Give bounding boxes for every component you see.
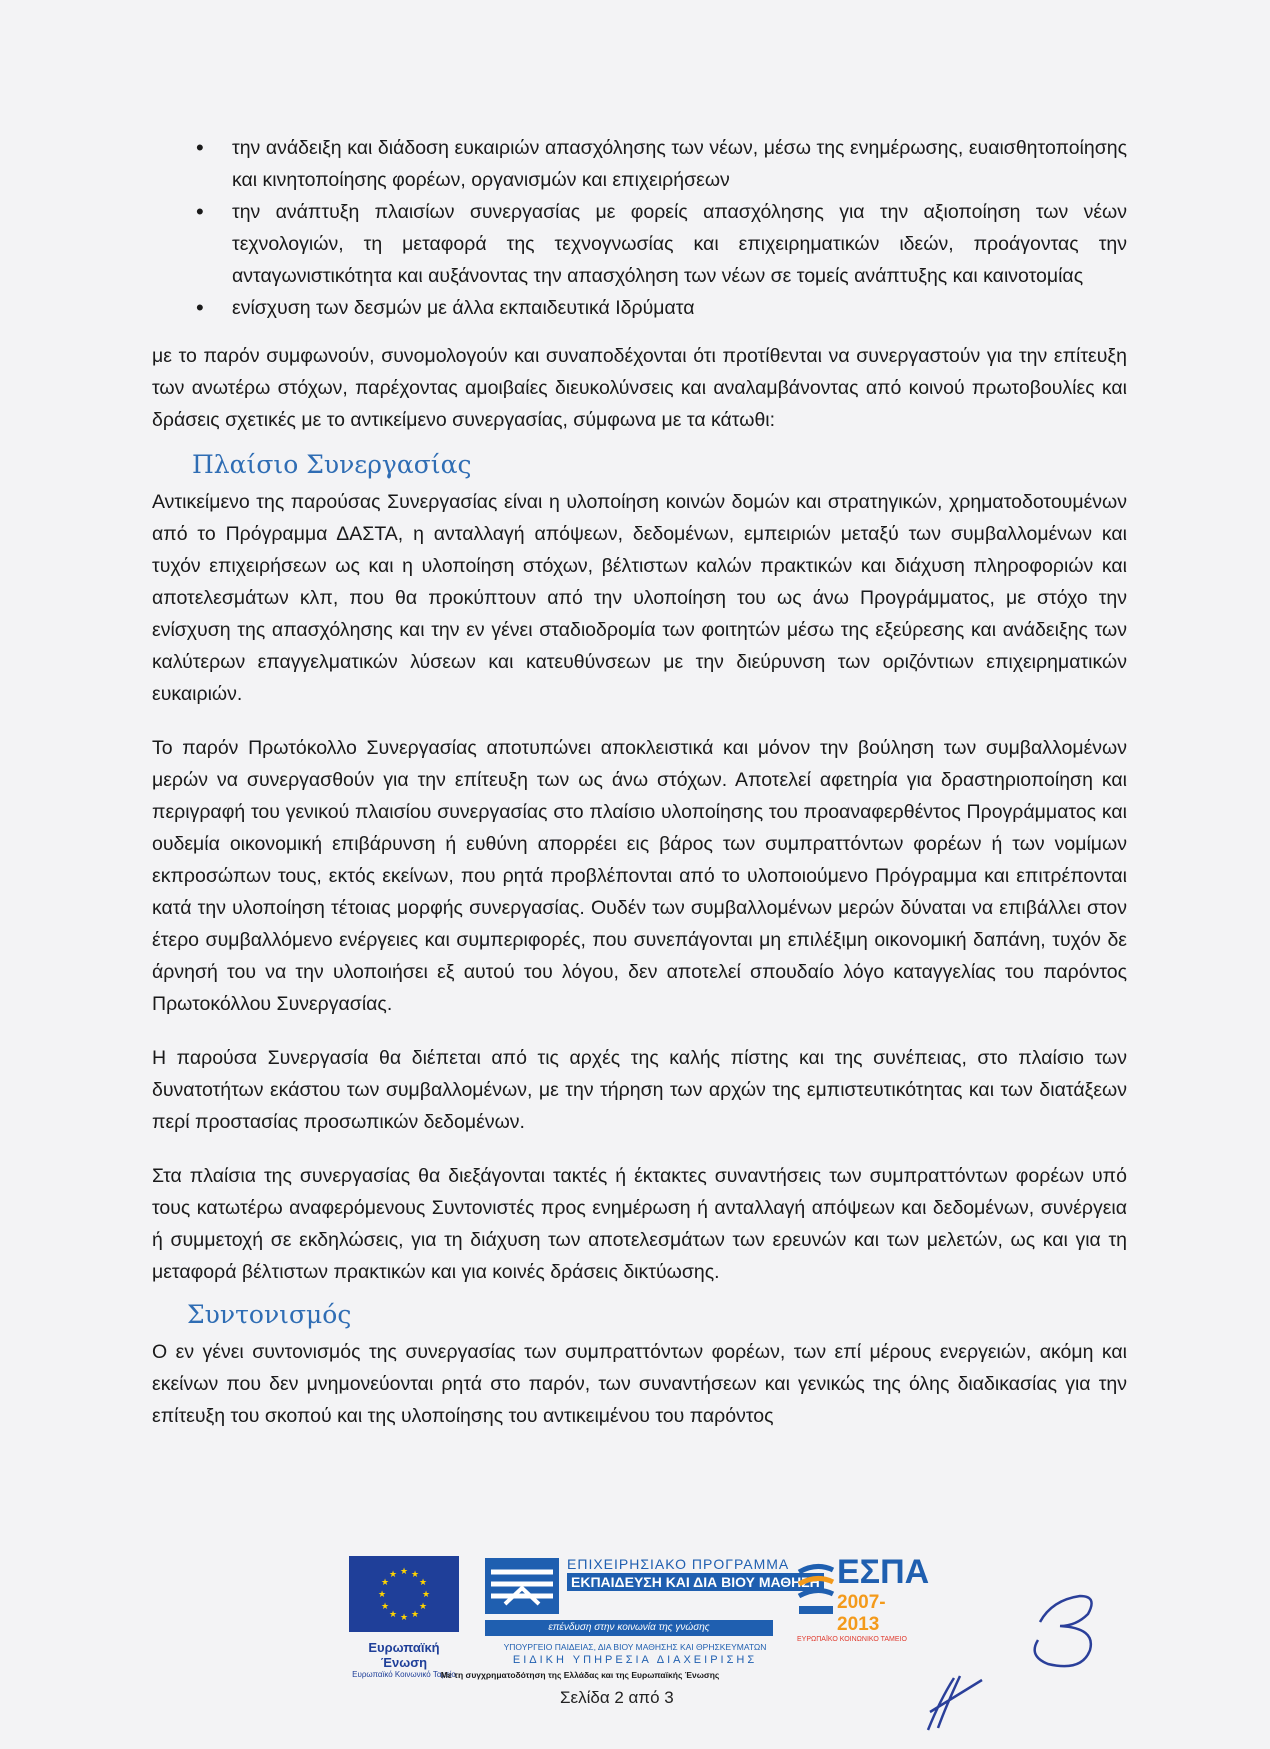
paragraph: Ο εν γένει συντονισμός της συνεργασίας των συμπραττόντων φορέων, των επί μέρους ενεργειών, ακόμη και εκείνων που δεν μνημονεύονται ρητά στο παρόν, των συναντήσεων και γενικώς της όλης διαδικασίας για την επίτευξη του σκοπού και της υλοποίησης του αντικειμένου του παρόντος — [152, 1341, 1127, 1427]
management-service: ΕΙΔΙΚΗ ΥΠΗΡΕΣΙΑ ΔΙΑΧΕΙΡΙΣΗΣ — [512, 1654, 758, 1666]
eu-flag-icon — [349, 1556, 459, 1632]
page-number: Σελίδα 2 από 3 — [560, 1688, 674, 1707]
eu-logo — [345, 1556, 463, 1680]
svg-text:★: ★ — [410, 1610, 420, 1620]
svg-text:★: ★ — [418, 1578, 428, 1588]
paragraph: Η παρούσα Συνεργασία θα διέπεται από τις αρχές της καλής πίστης και της συνέπειας, στο πλαίσιο των δυνατοτήτων εκάστου των συμβαλλομένων, με την τήρηση των αρχών της εμπιστευτικότητας και των διατάξεων περί προστασίας προσωπικών δεδομένων. — [152, 1047, 1127, 1133]
svg-text:★: ★ — [377, 1590, 387, 1600]
eu-name: Ευρωπαϊκή Ένωση — [368, 1640, 440, 1670]
list-item: • την ανάπτυξη πλαισίων συνεργασίας με φορείς απασχόλησης για την αξιοποίηση των νέων τεχνολογιών, τη μεταφορά της τεχνογνωσίας και επιχειρηματικών ιδεών, προάγοντας την ανταγωνιστικότητα και αυξάνοντας την απασχόληση των νέων σε τομείς ανάπτυξης και καινοτομίας — [152, 196, 1127, 292]
intro-paragraph: με το παρόν συμφωνούν, συνομολογούν και συναποδέχονται ότι προτίθενται να συνεργαστούν για την επίτευξη των ανωτέρω στόχων, παρέχοντας αμοιβαίες διευκολύνσεις και αναλαμβάνοντας από κοινού πρωτοβουλίες και δράσεις σχετικές με το αντικείμενο συνεργασίας, σύμφωνα με τα κάτωθι: — [152, 345, 1127, 431]
paragraph: Στα πλαίσια της συνεργασίας θα διεξάγονται τακτές ή έκτακτες συναντήσεις των συμπραττόντων φορέων υπό τους κατωτέρω αναφερόμενους Συντονιστές προς ενημέρωση ή ανταλλαγή απόψεων και δεδομένων, συνέργεια ή συμμετοχή σε εκδηλώσεις, για τη διάχυση των αποτελεσμάτων των ερευνών και των μελετών, ως και για τη μεταφορά βέλτιστων πρακτικών και για κοινές δράσεις δικτύωσης. — [152, 1165, 1127, 1283]
funding-logos — [345, 1552, 930, 1682]
cofinance-note: Με τη συγχρηματοδότηση της Ελλάδας και της Ευρωπαϊκής Ένωσης — [440, 1670, 720, 1680]
program-slogan: επένδυση στην κοινωνία της γνώσης — [485, 1620, 773, 1636]
paragraph: Αντικείμενο της παρούσας Συνεργασίας είναι η υλοποίηση κοινών δομών και στρατηγικών, χρηματοδοτουμένων από το Πρόγραμμα ΔΑΣΤΑ, η ανταλλαγή απόψεων, δεδομένων, εμπειριών μεταξύ των συμβαλλομένων και τυχόν επιχειρήσεων ως και η υλοποίηση στόχων, βέλτιστων καλών πρακτικών και διάχυση πληροφοριών και αποτελεσμάτων κλπ, που θα προκύπτουν από την υλοποίηση του ως άνω Προγράμματος, με στόχο την ενίσχυση της απασχόλησης και την εν γένει σταδιοδρομία των φοιτητών μέσω της εξεύρεσης και ανάδειξης των καλύτερων επαγγελματικών λύσεων και κατευθύνσεων με την διεύρυνση των οριζόντιων επιχειρηματικών ευκαιριών. — [152, 491, 1127, 705]
svg-text:★: ★ — [388, 1610, 398, 1620]
svg-text:★: ★ — [410, 1570, 420, 1580]
document-body — [152, 132, 1127, 1432]
eu-fund-name: Ευρωπαϊκό Κοινωνικό Ταμείο — [352, 1670, 456, 1679]
espa-title: ΕΣΠΑ — [837, 1553, 930, 1591]
program-name: ΕΚΠΑΙΔΕΥΣΗ ΚΑΙ ΔΙΑ ΒΙΟΥ ΜΑΘΗΣΗ — [567, 1573, 824, 1591]
section-heading-coordination: Συντονισμός — [187, 1300, 352, 1329]
objectives-list — [152, 132, 1127, 324]
espa-years: 2007-2013 — [837, 1592, 886, 1635]
espa-fund-name: ΕΥΡΩΠΑΪΚΟ ΚΟΙΝΩΝΙΚΟ ΤΑΜΕΙΟ — [797, 1636, 907, 1643]
svg-text:★: ★ — [399, 1567, 409, 1577]
program-waves-icon — [485, 1558, 559, 1614]
ministry-name: ΥΠΟΥΡΓΕΙΟ ΠΑΙΔΕΙΑΣ, ΔΙΑ ΒΙΟΥ ΜΑΘΗΣΗΣ ΚΑΙ ΘΡΗΣΚΕΥΜΑΤΩΝ — [503, 1642, 767, 1652]
paragraph: Το παρόν Πρωτόκολλο Συνεργασίας αποτυπώνει αποκλειστικά και μόνον την βούληση των συμβαλλομένων μερών να συνεργασθούν για την επίτευξη των ως άνω στόχων. Αποτελεί αφετηρία για δραστηριοποίηση και περιγραφή του γενικού πλαισίου συνεργασίας στο πλαίσιο υλοποίησης του προαναφερθέντος Προγράμματος και ουδεμία οικονομική επιβάρυνση ή ευθύνη απορρέει εις βάρος των συμπραττόντων φορέων ή των νομίμων εκπροσώπων τους, εκτός εκείνων, που ρητά προβλέπονται από το υλοποιούμενο Πρόγραμμα και επιτρέπονται κατά την υλοποίηση τέτοιας μορφής συνεργασίας. Ουδέν των συμβαλλομένων μερών δύναται να επιβάλλει στον έτερο συμβαλλόμενο ενέργειες και συμπεριφορές, που συνεπάγονται μη επιλέξιμη οικονομική δαπάνη, τυχόν δε άρνησή του να την υλοποιήσει εξ αυτού του λόγου, δεν αποτελεί σπουδαίο λόγο καταγγελίας του παρόντος Πρωτοκόλλου Συνεργασίας. — [152, 737, 1127, 1015]
program-title: ΕΠΙΧΕΙΡΗΣΙΑΚΟ ΠΡΟΓΡΑΜΜΑ — [567, 1556, 790, 1572]
list-item: • την ανάδειξη και διάδοση ευκαιριών απασχόλησης των νέων, μέσω της ενημέρωσης, ευαισθητοποίησης και κινητοποίησης φορέων, οργανισμών και επιχειρήσεων — [152, 132, 1127, 196]
list-item: • ενίσχυση των δεσμών με άλλα εκπαιδευτικά Ιδρύματα — [152, 292, 1127, 324]
svg-text:★: ★ — [388, 1570, 398, 1580]
svg-text:★: ★ — [380, 1578, 390, 1588]
svg-text:★: ★ — [418, 1602, 428, 1612]
svg-text:★: ★ — [421, 1590, 431, 1600]
espa-swoosh-icon — [797, 1560, 835, 1620]
section-heading-framework: Πλαίσιο Συνεργασίας — [192, 450, 472, 479]
svg-text:★: ★ — [399, 1613, 409, 1623]
svg-text:★: ★ — [380, 1602, 390, 1612]
signature-icon — [890, 1580, 1130, 1740]
